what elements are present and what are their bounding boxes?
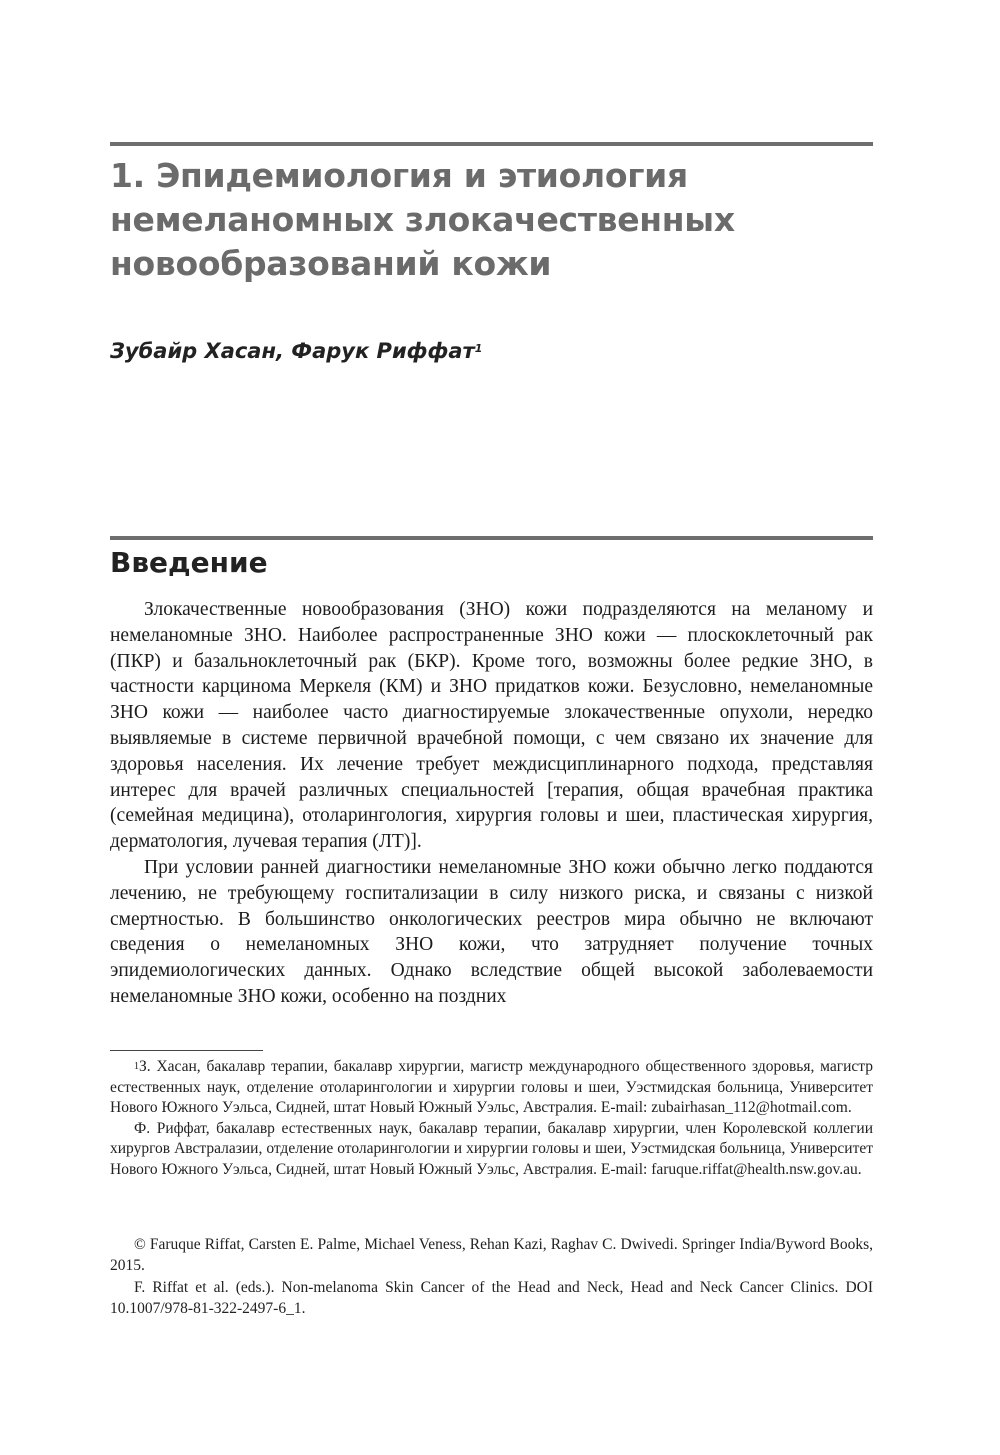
publication-credits: [110, 1235, 873, 1321]
section-top-rule: [110, 536, 873, 540]
footnote-separator: [110, 1050, 263, 1051]
chapter-title-line: 1. Эпидемиология и этиология: [110, 156, 688, 195]
copyright-line: © Faruque Riffat, Carsten E. Palme, Michael Veness, Rehan Kazi, Raghav C. Dwivedi. Springer India/Byword Books, 2015.: [110, 1236, 873, 1274]
citation-line: F. Riffat et al. (eds.). Non-melanoma Skin Cancer of the Head and Neck, Head and Neck Cancer Clinics. DOI 10.1007/978-81-322-2497-6_1.: [110, 1279, 873, 1317]
body-paragraph: Злокачественные новообразования (ЗНО) кожи подразделяются на меланому и немеланомные ЗНО. Наиболее распространенные ЗНО кожи — плоскоклеточный рак (ПКР) и базальноклеточный рак (БКР). Кроме того, возможны более редкие ЗНО, в частности карцинома Меркеля (КМ) и ЗНО придатков кожи. Безусловно, немеланомные ЗНО кожи — наиболее часто диагностируемые злокачественные опухоли, нередко выявляемые в системе первичной врачебной помощи, с чем связано их значение для здоровья населения. Их лечение требует междисциплинарного подхода, представляя интерес для врачей различных специальностей [терапия, общая врачебная практика (семейная медицина), отоларингология, хирургия головы и шеи, пластическая хирургия, дерматология, лучевая терапия (ЛТ)].: [110, 599, 873, 853]
section-title: Введение: [110, 546, 268, 579]
authors-names: Зубайр Хасан, Фарук Риффат: [110, 339, 475, 363]
footnote-text: З. Хасан, бакалавр терапии, бакалавр хирургии, магистр международного общественного здоровья, магистр естественных наук, отделение отоларингологии и хирургии головы и шеи, Уэстмидская больница, Университет Нового Южного Уэльса, Сидней, штат Новый Южный Уэльс, Австралия. E-mail: zubairhasan_112@hotmail.com.: [110, 1058, 873, 1116]
chapter-title-line: новообразований кожи: [110, 244, 552, 283]
chapter-title-line: немеланомных злокачественных: [110, 200, 735, 239]
footnote: [110, 1057, 873, 1119]
authors-footnote-mark: 1: [474, 342, 483, 355]
chapter-title: [110, 154, 873, 286]
footnotes: [110, 1057, 873, 1180]
body-paragraph: При условии ранней диагностики немеланомные ЗНО кожи обычно легко поддаются лечению, не требующему госпитализации в силу низкого риска, и связаны с низкой смертностью. В большинство онкологических реестров мира обычно не включают сведения о немеланомных ЗНО кожи, что затрудняет получение точных эпидемиологических данных. Однако вследствие общей высокой заболеваемости немеланомные ЗНО кожи, особенно на поздних: [110, 856, 873, 1007]
footnote: Ф. Риффат, бакалавр естественных наук, бакалавр терапии, бакалавр хирургии, член Королевской коллегии хирургов Австралазии, отделение отоларингологии и хирургии головы и шеи, Уэстмидская больница, Университет Нового Южного Уэльса, Сидней, штат Новый Южный Уэльс, Австралия. E-mail: faruque.riffat@health.nsw.gov.au.: [110, 1119, 873, 1178]
section-body: [110, 597, 873, 1010]
chapter-authors: [110, 336, 482, 366]
footnote-mark: 1: [134, 1061, 139, 1072]
chapter-top-rule: [110, 142, 873, 146]
